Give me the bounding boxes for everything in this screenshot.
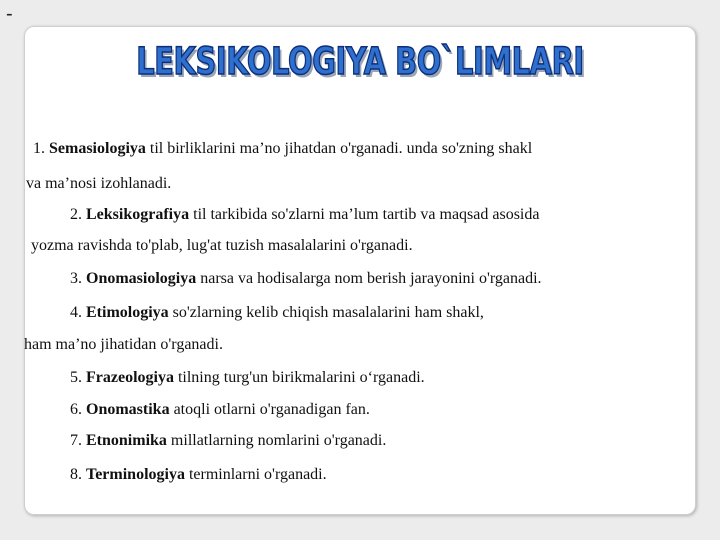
item-number: 5. (70, 369, 86, 386)
list-item-leksikografiya (70, 205, 539, 225)
list-item-continuation (24, 335, 223, 355)
item-term: Etimologiya (86, 304, 169, 321)
item-number: 2. (70, 206, 86, 223)
item-description: atoqli otlarni o'rganadigan fan. (169, 401, 370, 418)
item-term: Onomasiologiya (86, 270, 197, 287)
item-description: til tarkibida so'zlarni ma’lum tartib va maqsad asosida (189, 206, 540, 223)
item-description: so'zlarning kelib chiqish masalalarini ham shakl, (168, 304, 484, 321)
item-number: 3. (70, 270, 86, 287)
item-term: Leksikografiya (86, 206, 190, 223)
list-item-onomastika (70, 400, 370, 420)
item-term: Semasiologiya (49, 140, 146, 157)
item-description: yozma ravishda to'plab, lug'at tuzish masalalarini o'rganadi. (31, 237, 413, 254)
corner-mark: - (6, 3, 13, 25)
list-item-continuation (26, 174, 171, 194)
item-description: narsa va hodisalarga nom berish jarayonini o'rganadi. (196, 270, 542, 287)
item-description: millatlarning nomlarini o'rganadi. (166, 432, 387, 449)
list-item-semasiologiya (33, 139, 532, 159)
list-item-terminologiya (70, 465, 327, 485)
item-number: 6. (70, 401, 86, 418)
item-term: Etnonimika (86, 432, 167, 449)
list-item-onomasiologiya (70, 269, 542, 289)
item-number: 7. (70, 432, 86, 449)
item-term: Frazeologiya (86, 369, 174, 386)
item-description: til birliklarini ma’no jihatdan o'rganadi. unda so'zning shakl (145, 140, 533, 157)
list-item-continuation (31, 236, 413, 256)
list-item-etnonimika (70, 431, 386, 451)
slide-title: LEKSIKOLOGIYA BO`LIMLARI (136, 40, 584, 83)
item-term: Onomastika (86, 401, 170, 418)
item-number: 4. (70, 304, 86, 321)
list-item-frazeologiya (70, 368, 425, 388)
item-description: ham ma’no jihatidan o'rganadi. (24, 336, 223, 353)
item-description: tilning turg'un birikmalarini o‘rganadi. (173, 369, 425, 386)
item-description: terminlarni o'rganadi. (184, 466, 327, 483)
item-description: va ma’nosi izohlanadi. (26, 175, 172, 192)
item-number: 8. (70, 466, 86, 483)
item-term: Terminologiya (86, 466, 185, 483)
item-number: 1. (33, 140, 49, 157)
list-item-etimologiya (70, 303, 484, 323)
